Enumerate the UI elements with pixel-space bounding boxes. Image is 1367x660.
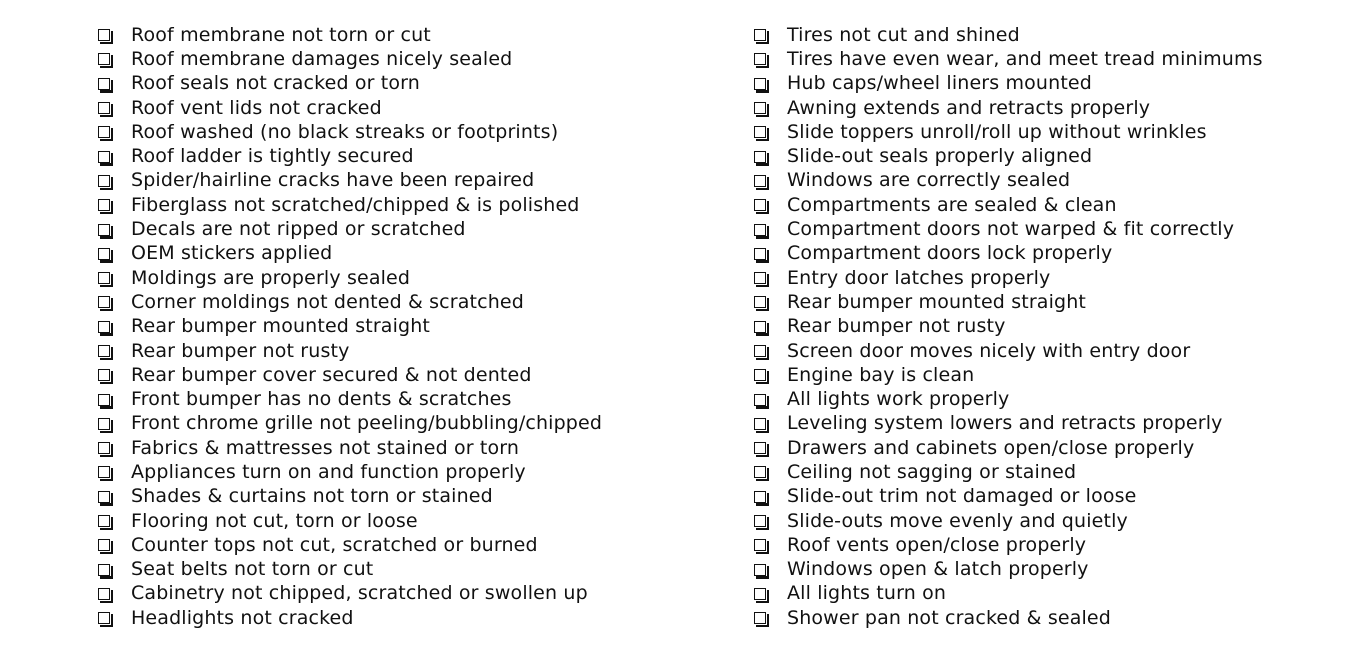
checkbox-icon[interactable] [98, 539, 110, 551]
checkbox-icon[interactable] [98, 175, 110, 187]
checklist-item [98, 558, 738, 582]
checklist-item-label: Screen door moves nicely with entry door [787, 339, 1191, 362]
checkbox-icon[interactable] [98, 29, 110, 41]
checkbox-icon[interactable] [98, 151, 110, 163]
checklist-item [754, 242, 1354, 266]
checklist-item [754, 290, 1354, 314]
checklist-item-label: Roof seals not cracked or torn [131, 72, 420, 95]
checklist-item [754, 266, 1354, 290]
checklist-item [98, 266, 738, 290]
checklist-item-label: Roof ladder is tightly secured [131, 145, 414, 168]
checklist-item [98, 363, 738, 387]
checkbox-icon[interactable] [754, 224, 766, 236]
checkbox-icon[interactable] [98, 224, 110, 236]
checklist-item-label: Front bumper has no dents & scratches [131, 388, 512, 411]
checklist-item-label: OEM stickers applied [131, 242, 333, 265]
checklist-item [98, 120, 738, 144]
checkbox-icon[interactable] [98, 588, 110, 600]
checklist-item [754, 169, 1354, 193]
checkbox-icon[interactable] [754, 515, 766, 527]
checkbox-icon[interactable] [754, 78, 766, 90]
checkbox-icon[interactable] [754, 442, 766, 454]
checklist-item [754, 23, 1354, 47]
checkbox-icon[interactable] [98, 53, 110, 65]
checklist-item [754, 558, 1354, 582]
checklist-item-label: Slide-outs move evenly and quietly [787, 509, 1128, 532]
checkbox-icon[interactable] [754, 102, 766, 114]
checklist-item [754, 387, 1354, 411]
checklist-item-label: Corner moldings not dented & scratched [131, 290, 524, 313]
checkbox-icon[interactable] [98, 199, 110, 211]
checkbox-icon[interactable] [754, 369, 766, 381]
checkbox-icon[interactable] [98, 102, 110, 114]
checklist-item-label: Awning extends and retracts properly [787, 96, 1151, 119]
checklist-item-label: Slide-out seals properly aligned [787, 145, 1093, 168]
checkbox-icon[interactable] [98, 466, 110, 478]
checklist-item-label: Counter tops not cut, scratched or burned [131, 533, 538, 556]
checklist-item [754, 582, 1354, 606]
checklist-item [754, 217, 1354, 241]
checkbox-icon[interactable] [754, 539, 766, 551]
checklist-item [98, 23, 738, 47]
checklist-item-label: Rear bumper not rusty [787, 315, 1006, 338]
checklist-left-column [98, 23, 738, 630]
checklist-item-label: Tires have even wear, and meet tread minimums [787, 47, 1263, 70]
checkbox-icon[interactable] [98, 394, 110, 406]
checkbox-icon[interactable] [98, 78, 110, 90]
checklist-item [754, 144, 1354, 168]
checklist-item [754, 606, 1354, 630]
checklist-item [98, 217, 738, 241]
checklist-item-label: Rear bumper mounted straight [131, 315, 431, 338]
checklist-item-label: All lights work properly [787, 388, 1010, 411]
checklist-item [98, 533, 738, 557]
checklist-item [98, 387, 738, 411]
checklist-item-label: Windows are correctly sealed [787, 169, 1071, 192]
checkbox-icon[interactable] [754, 175, 766, 187]
checkbox-icon[interactable] [754, 248, 766, 260]
checklist-item [98, 290, 738, 314]
checklist-item [754, 120, 1354, 144]
checklist-item-label: Roof washed (no black streaks or footprints) [131, 120, 559, 143]
checklist-item [98, 193, 738, 217]
checkbox-icon[interactable] [754, 151, 766, 163]
checklist-item [754, 96, 1354, 120]
checklist-item-label: Roof vent lids not cracked [131, 96, 382, 119]
checklist-item-label: Fabrics & mattresses not stained or torn [131, 436, 520, 459]
checklist-item-label: Engine bay is clean [787, 363, 975, 386]
checklist-item [754, 339, 1354, 363]
checkbox-icon[interactable] [754, 126, 766, 138]
checklist-item-label: Roof membrane not torn or cut [131, 23, 431, 46]
checklist-item [754, 72, 1354, 96]
checklist-item [98, 144, 738, 168]
checklist-item-label: Windows open & latch properly [787, 558, 1089, 581]
checkbox-icon[interactable] [754, 199, 766, 211]
checkbox-icon[interactable] [98, 296, 110, 308]
checklist-right-column [754, 23, 1354, 630]
checkbox-icon[interactable] [754, 321, 766, 333]
checklist-item [98, 169, 738, 193]
checkbox-icon[interactable] [98, 345, 110, 357]
checklist-item-label: Front chrome grille not peeling/bubbling/chipped [131, 412, 603, 435]
checklist-item-label: Compartment doors lock properly [787, 242, 1113, 265]
checklist-item [98, 412, 738, 436]
checkbox-icon[interactable] [754, 491, 766, 503]
checklist-item-label: Tires not cut and shined [787, 23, 1020, 46]
checklist-item-label: Shades & curtains not torn or stained [131, 485, 493, 508]
checklist-item [98, 96, 738, 120]
checkbox-icon[interactable] [754, 418, 766, 430]
checklist-item [98, 509, 738, 533]
checklist-item-label: Rear bumper mounted straight [787, 290, 1087, 313]
checklist-item-label: Rear bumper not rusty [131, 339, 350, 362]
checklist-item-label: Ceiling not sagging or stained [787, 460, 1077, 483]
checklist-item-label: Flooring not cut, torn or loose [131, 509, 418, 532]
checkbox-icon[interactable] [98, 442, 110, 454]
checklist-item-label: Spider/hairline cracks have been repaired [131, 169, 535, 192]
checklist-item-label: Moldings are properly sealed [131, 266, 411, 289]
checklist-item-label: All lights turn on [787, 582, 947, 605]
checklist-item [98, 485, 738, 509]
checklist-item [754, 193, 1354, 217]
checkbox-icon[interactable] [754, 53, 766, 65]
checklist-item [754, 509, 1354, 533]
checklist-item-label: Slide toppers unroll/roll up without wrinkles [787, 120, 1207, 143]
checkbox-icon[interactable] [754, 272, 766, 284]
checklist-item [754, 436, 1354, 460]
checklist-item-label: Rear bumper cover secured & not dented [131, 363, 532, 386]
checkbox-icon[interactable] [98, 248, 110, 260]
checkbox-icon[interactable] [98, 321, 110, 333]
checklist-item-label: Headlights not cracked [131, 606, 354, 629]
checklist-item [754, 485, 1354, 509]
checklist-item-label: Entry door latches properly [787, 266, 1051, 289]
checklist-item-label: Hub caps/wheel liners mounted [787, 72, 1092, 95]
checklist-item-label: Shower pan not cracked & sealed [787, 606, 1111, 629]
checklist-item-label: Drawers and cabinets open/close properly [787, 436, 1195, 459]
checklist-item [98, 242, 738, 266]
checklist-item-label: Cabinetry not chipped, scratched or swollen up [131, 582, 588, 605]
checklist-item [754, 363, 1354, 387]
checklist-item-label: Compartments are sealed & clean [787, 193, 1117, 216]
checkbox-icon[interactable] [754, 296, 766, 308]
checklist-item-label: Roof membrane damages nicely sealed [131, 47, 513, 70]
checklist-item [754, 47, 1354, 71]
checkbox-icon[interactable] [98, 369, 110, 381]
checklist-item-label: Compartment doors not warped & fit correctly [787, 218, 1235, 241]
checkbox-icon[interactable] [754, 564, 766, 576]
checklist-item-label: Slide-out trim not damaged or loose [787, 485, 1137, 508]
checklist-item [98, 460, 738, 484]
checkbox-icon[interactable] [754, 394, 766, 406]
checklist-item [754, 315, 1354, 339]
checkbox-icon[interactable] [754, 466, 766, 478]
checkbox-icon[interactable] [98, 126, 110, 138]
checkbox-icon[interactable] [98, 612, 110, 624]
checklist-item-label: Seat belts not torn or cut [131, 558, 374, 581]
checkbox-icon[interactable] [754, 588, 766, 600]
checkbox-icon[interactable] [98, 418, 110, 430]
checklist-item [98, 339, 738, 363]
checkbox-icon[interactable] [98, 515, 110, 527]
checklist-item [98, 582, 738, 606]
checkbox-icon[interactable] [754, 612, 766, 624]
checklist-item [754, 412, 1354, 436]
checkbox-icon[interactable] [754, 345, 766, 357]
checkbox-icon[interactable] [754, 29, 766, 41]
checklist-item [98, 436, 738, 460]
checklist-item [98, 606, 738, 630]
checklist-item [98, 315, 738, 339]
checklist-item [98, 47, 738, 71]
checkbox-icon[interactable] [98, 491, 110, 503]
checklist-item-label: Roof vents open/close properly [787, 533, 1087, 556]
checkbox-icon[interactable] [98, 564, 110, 576]
checklist-item-label: Decals are not ripped or scratched [131, 218, 466, 241]
checklist-item [754, 460, 1354, 484]
checkbox-icon[interactable] [98, 272, 110, 284]
checklist-item-label: Appliances turn on and function properly [131, 460, 526, 483]
checklist-item-label: Fiberglass not scratched/chipped & is polished [131, 193, 580, 216]
checklist-item [98, 72, 738, 96]
checklist-item-label: Leveling system lowers and retracts properly [787, 412, 1223, 435]
checklist-item [754, 533, 1354, 557]
